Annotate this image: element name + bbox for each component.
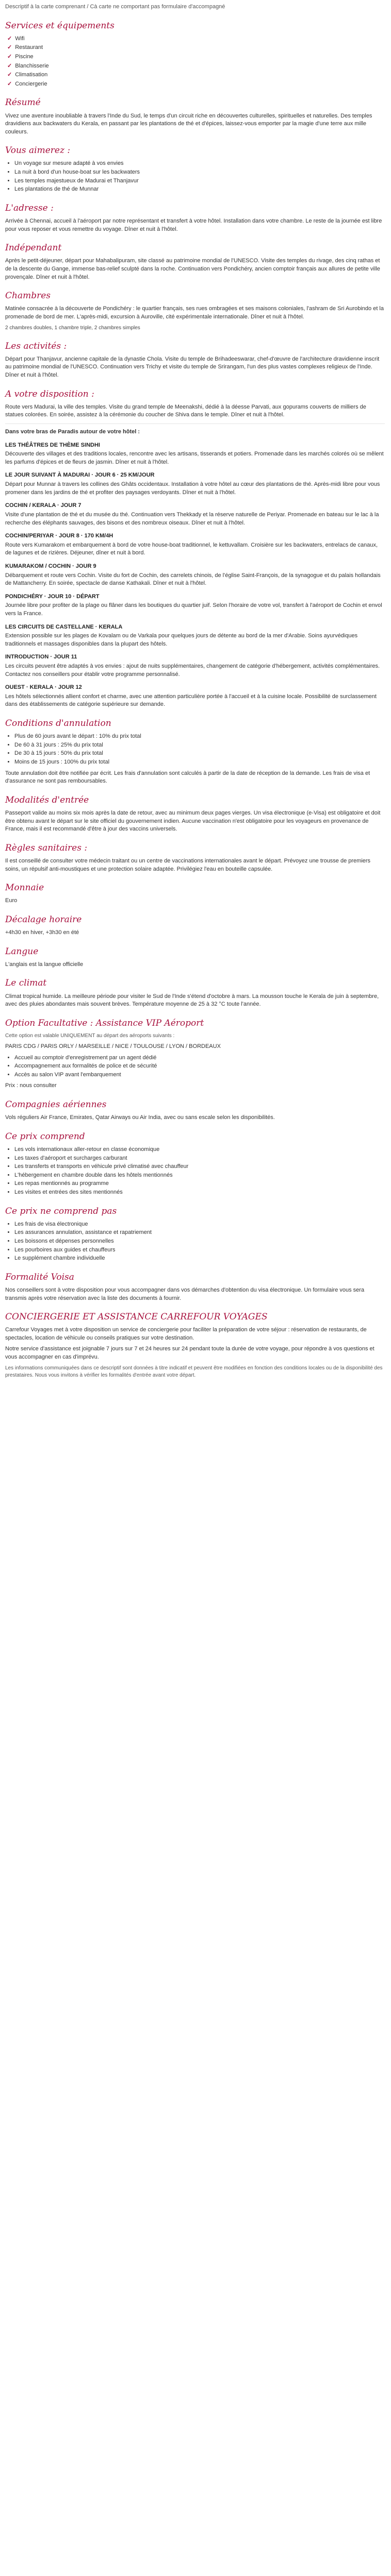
list-item: • De 60 à 31 jours : 25% du prix total <box>14 741 385 750</box>
details-head: LES THÉÂTRES DE THÈME SINDHI <box>5 442 100 448</box>
list-item: • La nuit à bord d'un house-boat sur les backwaters <box>14 168 385 177</box>
list-item: • Moins de 15 jours : 100% du prix total <box>14 758 385 767</box>
list-item: • Les transferts et transports en véhicule privé climatisé avec chauffeur <box>14 1163 385 1171</box>
details-text: Débarquement et route vers Cochin. Visite du fort de Cochin, des carrelets chinois, de l'église Saint-François, de la synagogue et du palais hollandais de Mattancherry. En soirée, spectacle de danse Kathakali. Dîner et nuit à l'hôtel. <box>5 572 381 587</box>
details-head: INTRODUCTION · JOUR 11 <box>5 654 77 660</box>
check-icon: ✓ <box>7 53 12 60</box>
list-item: • Le supplément chambre individuelle <box>14 1255 385 1263</box>
assistance-airports: PARIS CDG / PARIS ORLY / MARSEILLE / NICE / TOULOUSE / LYON / BORDEAUX <box>5 1043 221 1050</box>
prix-ne-comprend-title: Ce prix ne comprend pas <box>5 1206 117 1216</box>
formalite-text: Nos conseillers sont à votre disposition pour vous accompagner dans vos démarches d'obtention du visa électronique. Un formulaire vous sera transmis après votre réservation avec la liste des documents à fournir. <box>5 1286 365 1301</box>
groupes-text: Vols réguliers Air France, Emirates, Qatar Airways ou Air India, avec ou sans escale selon les disponibilités. <box>5 1114 275 1121</box>
modalites-text: Passeport valide au moins six mois après la date de retour, avec au minimum deux pages vierges. Un visa électronique (e-Visa) est obligatoire et doit être obtenu avant le départ sur le site officiel du gouvernement indien. Aucune vaccination n'est obligatoire pour les voyageurs en provenance de France, mais il est recommandé d'être à jour des vaccins universels. <box>5 810 381 833</box>
jour-text: Après le petit-déjeuner, départ pour Mahabalipuram, site classé au patrimoine mondial de l'UNESCO. Visite des temples du rivage, des cinq rathas et de la descente du Gange, immense bas-relief sculpté dans la roche. Continuation vers Pondichéry, ancien comptoir français aux allures de petite ville provençale. Dîner et nuit à l'hôtel. <box>5 258 380 280</box>
details-head: KUMARAKOM / COCHIN · JOUR 9 <box>5 563 96 569</box>
list-item: • Accueil au comptoir d'enregistrement par un agent dédié <box>14 1054 385 1062</box>
inclus-title: Vous aimerez : <box>5 145 71 156</box>
check-icon: ✓ <box>7 80 12 87</box>
modalites-title: Modalités d'entrée <box>5 794 89 805</box>
climat-title: Le climat <box>5 978 47 989</box>
decalage-title: Décalage horaire <box>5 914 82 925</box>
formalite-title: Formalité Voisa <box>5 1272 74 1282</box>
check-icon: ✓ <box>7 35 12 42</box>
list-item: • Les taxes d'aéroport et surcharges carburant <box>14 1155 385 1163</box>
langue-title: Langue <box>5 946 39 957</box>
details-head: LES CIRCUITS DE CASTELLANE · KERALA <box>5 623 123 630</box>
services-list <box>5 35 385 89</box>
jour-text: Matinée consacrée à la découverte de Pondichéry : le quartier français, ses rues ombragées et ses maisons coloniales, l'ashram de Sri Aurobindo et la promenade de bord de mer. L'après-midi, excursion à Auroville, cité expérimentale internationale. Dîner et nuit à l'hôtel. <box>5 306 384 320</box>
climat-text: Climat tropical humide. La meilleure période pour visiter le Sud de l'Inde s'étend d'octobre à mars. La mousson touche le Kerala de juin à septembre, avec des pluies abondantes mais souvent brèves. Température moyenne de 25 à 32 °C toute l'année. <box>5 993 379 1008</box>
decalage-text: +4h30 en hiver, +3h30 en été <box>5 929 79 936</box>
list-item: • De 30 à 15 jours : 50% du prix total <box>14 750 385 758</box>
service-item: ✓ Restaurant <box>7 44 43 51</box>
jour-title: A votre disposition : <box>5 388 94 399</box>
monnaie-title: Monnaie <box>5 883 44 893</box>
service-item: ✓ Conciergerie <box>7 80 47 87</box>
list-item: • Les temples majestueux de Madurai et Thanjavur <box>14 177 385 185</box>
list-item: • Un voyage sur mesure adapté à vos envies <box>14 160 385 168</box>
conciergerie-text: Carrefour Voyages met à votre disposition un service de conciergerie pour faciliter la préparation de votre séjour : réservation de restaurants, de spectacles, location de véhicule ou conseils pratiques sur votre destination. <box>5 1327 367 1341</box>
service-item: ✓ Blanchisserie <box>7 62 49 69</box>
details-text: Les hôtels sélectionnés allient confort et charme, avec une attention particulière portée à l'accueil et à la cuisine locale. Possibilité de surclassement dans des établissements de catégorie supérieure sur demande. <box>5 693 377 708</box>
jour-title: Indépendant <box>5 243 62 253</box>
prix-comprend-list <box>5 1146 385 1197</box>
list-item: • Les pourboires aux guides et chauffeurs <box>14 1246 385 1255</box>
list-item: • Les plantations de thé de Munnar <box>14 185 385 194</box>
resume-title: Résumé <box>5 97 41 108</box>
jour-title: Les activités : <box>5 341 67 351</box>
check-icon: ✓ <box>7 62 12 69</box>
details-head: PONDICHÉRY · JOUR 10 · DÉPART <box>5 593 100 600</box>
conciergerie-text: Notre service d'assistance est joignable 7 jours sur 7 et 24 heures sur 24 pendant toute la durée de votre voyage, pour répondre à vos questions et vous accompagner en cas d'imprévu. <box>5 1346 374 1361</box>
details-text: Départ pour Munnar à travers les collines des Ghâts occidentaux. Installation à votre hôtel au cœur des plantations de thé. Après-midi libre pour vous promener dans les jardins de thé et profiter des paysages verdoyants. Dîner et nuit à l'hôtel. <box>5 481 380 496</box>
assistance-price: Prix : nous consulter <box>5 1082 57 1089</box>
details-text: Les circuits peuvent être adaptés à vos envies : ajout de nuits supplémentaires, changement de catégorie d'hébergement, activités complémentaires. Contactez nos conseillers pour établir votre programme personnalisé. <box>5 663 380 677</box>
assistance-list <box>5 1054 385 1079</box>
services-title: Services et équipements <box>5 20 115 31</box>
details-text: Journée libre pour profiter de la plage ou flâner dans les boutiques du quartier juif. Selon l'horaire de votre vol, transfert à l'aéroport de Cochin et envol vers la France. <box>5 602 382 617</box>
check-icon: ✓ <box>7 44 12 51</box>
check-icon: ✓ <box>7 72 12 78</box>
jour-title: L'adresse : <box>5 202 54 213</box>
details-text: Route vers Kumarakom et embarquement à bord de votre house-boat traditionnel, le kettuvallam. Croisière sur les backwaters, entrelacs de canaux, de lagunes et de rizières. Déjeuner, dîner et nuit à bord. <box>5 541 378 556</box>
regles-text: Il est conseillé de consulter votre médecin traitant ou un centre de vaccinations internationales avant le départ. Prévoyez une trousse de premiers soins, un répulsif anti-moustiques et une protection solaire adaptée. Privilégiez l'eau en bouteille capsulée. <box>5 857 371 872</box>
list-item: • L'hébergement en chambre double dans les hôtels mentionnés <box>14 1172 385 1180</box>
list-item: • Accès au salon VIP avant l'embarquement <box>14 1071 385 1079</box>
prix-ne-comprend-list <box>5 1221 385 1263</box>
list-item: • Accompagnement aux formalités de police et de sécurité <box>14 1062 385 1071</box>
details-text: Découverte des villages et des traditions locales, rencontre avec les artisans, tisserands et potiers. Promenade dans les marchés colorés où se mêlent les parfums d'épices et de fleurs de jasmin. Dîner et nuit à l'hôtel. <box>5 451 384 465</box>
service-item: ✓ Piscine <box>7 53 34 60</box>
divider <box>5 423 385 424</box>
conditions-text: Toute annulation doit être notifiée par écrit. Les frais d'annulation sont calculés à partir de la date de réception de la demande. Les frais de visa et d'assurance ne sont pas remboursables. <box>5 770 370 785</box>
details-head: LE JOUR SUIVANT À MADURAI · JOUR 6 · 25 KM/JOUR <box>5 472 155 479</box>
regles-title: Règles sanitaires : <box>5 842 88 853</box>
service-item: ✓ Wifi <box>7 35 25 42</box>
langue-text: L'anglais est la langue officielle <box>5 961 84 968</box>
list-item: • Plus de 60 jours avant le départ : 10% du prix total <box>14 733 385 741</box>
list-item: • Les boissons et dépenses personnelles <box>14 1238 385 1246</box>
list-item: • Les vols internationaux aller-retour en classe économique <box>14 1146 385 1154</box>
details-text: Extension possible sur les plages de Kovalam ou de Varkala pour quelques jours de détente au bord de la mer d'Arabie. Soins ayurvédiques traditionnels et massages disponibles dans la plupart des hôtels. <box>5 633 358 647</box>
details-head: COCHIN / KERALA · JOUR 7 <box>5 502 82 509</box>
service-item: ✓ Climatisation <box>7 72 48 78</box>
details-head: COCHIN/PERIYAR · JOUR 8 · 170 KM/4H <box>5 533 113 539</box>
list-item: • Les assurances annulation, assistance et rapatriement <box>14 1229 385 1237</box>
list-item: • Les frais de visa électronique <box>14 1221 385 1229</box>
monnaie-text: Euro <box>5 897 18 904</box>
assistance-subtitle: Cette option est valable UNIQUEMENT au départ des aéroports suivants : <box>5 1032 175 1039</box>
conditions-list <box>5 733 385 766</box>
details-title: Dans votre bras de Paradis autour de votre hôtel : <box>5 429 140 435</box>
inclus-list <box>5 160 385 193</box>
jour-text: Départ pour Thanjavur, ancienne capitale de la dynastie Chola. Visite du temple de Brihadeeswarar, chef-d'œuvre de l'architecture dravidienne inscrit au patrimoine mondial de l'UNESCO. Continuation vers Trichy et visite du temple de Srirangam, l'un des plus vastes complexes religieux de l'Inde. Dîner et nuit à l'hôtel. <box>5 355 380 379</box>
jour-extra: 2 chambres doubles, 1 chambre triple, 2 chambres simples <box>5 325 140 331</box>
jour-text: Arrivée à Chennai, accueil à l'aéroport par notre représentant et transfert à votre hôtel. Installation dans votre chambre. Le reste de la journée est libre pour vous reposer et vous remettre du voyage. Dîner et nuit à l'hôtel. <box>5 218 382 232</box>
details-text: Visite d'une plantation de thé et du musée du thé. Continuation vers Thekkady et la réserve naturelle de Periyar. Promenade en bateau sur le lac à la recherche des éléphants sauvages, des bisons et des nombreux oiseaux. Dîner et nuit à l'hôtel. <box>5 511 379 526</box>
jour-title: Chambres <box>5 291 51 301</box>
jour-text: Route vers Madurai, la ville des temples. Visite du grand temple de Meenakshi, dédié à la déesse Parvati, aux gopurams couverts de milliers de statues colorées. En soirée, assistez à la cérémonie du coucher de Shiva dans le temple. Dîner et nuit à l'hôtel. <box>5 403 366 418</box>
conditions-title: Conditions d'annulation <box>5 718 111 729</box>
groupes-title: Compagnies aériennes <box>5 1099 107 1110</box>
list-item: • Les repas mentionnés au programme <box>14 1180 385 1188</box>
conciergerie-note: Les informations communiquées dans ce descriptif sont données à titre indicatif et peuvent être modifiées en fonction des conditions locales ou de la disponibilité des prestataires. Nous vous invitons à vérifier les formalités d'entrée avant votre départ. <box>5 1365 383 1378</box>
list-item: • Les visites et entrées des sites mentionnés <box>14 1189 385 1197</box>
conciergerie-title: CONCIERGERIE ET ASSISTANCE CARREFOUR VOYAGES <box>5 1312 268 1323</box>
details-head: OUEST · KERALA · JOUR 12 <box>5 684 82 691</box>
intro-text: Descriptif à la carte comprenant / Cà carte ne comportant pas formulaire d'accompagné <box>5 4 225 10</box>
assistance-title: Option Facultative : Assistance VIP Aéroport <box>5 1018 204 1028</box>
prix-comprend-title: Ce prix comprend <box>5 1131 85 1142</box>
resume-text: Vivez une aventure inoubliable à travers l'Inde du Sud, le temps d'un circuit riche en découvertes culturelles, spirituelles et naturelles. Des temples dravidiens aux backwaters du Kerala, en passant par les plantations de thé et d'épices, laissez-vous emporter par la magie d'une terre aux mille couleurs. <box>5 112 372 135</box>
